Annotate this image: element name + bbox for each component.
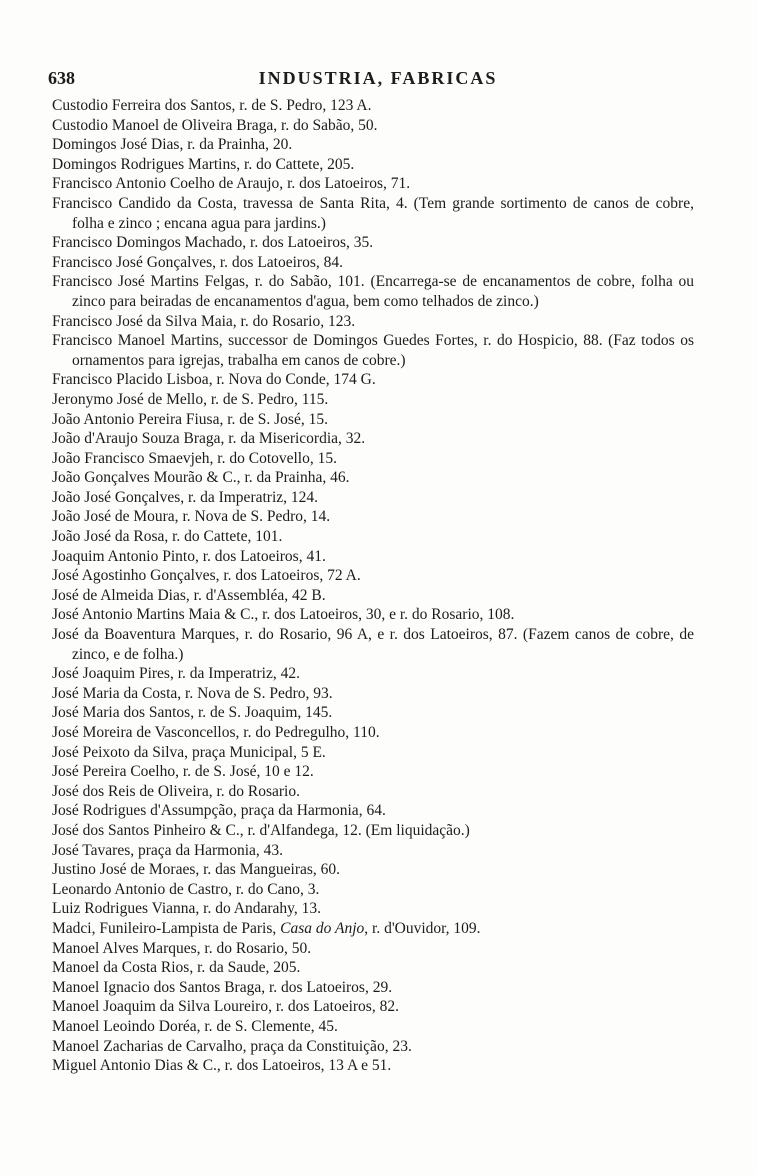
- entry-address: r. do Pedregulho, 110.: [239, 724, 380, 741]
- entry-name: José Pereira Coelho,: [52, 763, 179, 781]
- directory-entry: [52, 801, 694, 821]
- entry-address: r. do Cattete, 101.: [168, 528, 283, 546]
- entry-name: Domingos José Dias,: [52, 136, 184, 154]
- entry-name: João Francisco Smaevjeh,: [52, 449, 214, 467]
- entry-address: r. do Rosario.: [212, 782, 300, 800]
- entry-address: r. dos Latoeiros, 30, e r. do Rosario, 108.: [258, 606, 515, 624]
- entry-name: Manoel Joaquim da Silva Loureiro,: [52, 998, 272, 1016]
- directory-entry: [52, 449, 694, 469]
- entry-address: r. da Misericordia, 32.: [224, 430, 366, 448]
- entry-address: r. das Mangueiras, 60.: [199, 861, 341, 879]
- directory-entry: [52, 390, 694, 410]
- entry-address: , r. d'Ouvidor, 109.: [364, 919, 481, 937]
- directory-entry: [52, 527, 694, 547]
- directory-entry: [52, 997, 694, 1017]
- entry-name: Justino José de Moraes,: [52, 861, 200, 879]
- entry-name: Madci, Funileiro-Lampista de Paris,: [52, 919, 277, 937]
- directory-entry: [52, 625, 694, 664]
- entry-address: r. Nova do Conde, 174 G.: [212, 371, 376, 389]
- directory-entry: [52, 723, 694, 743]
- entry-address: r. de S. José, 10 e 12.: [178, 763, 314, 781]
- directory-entry: [52, 331, 694, 370]
- entry-name: Francisco Placido Lisboa,: [52, 371, 213, 389]
- directory-entry: [52, 410, 694, 430]
- entry-address: r. do Sabão, 50.: [277, 116, 378, 134]
- entry-address: r. de S. Clemente, 45.: [200, 1017, 338, 1035]
- entry-name: José Peixoto da Silva,: [52, 743, 189, 761]
- directory-entry: [52, 978, 694, 998]
- entry-name: José da Boaventura Marques,: [52, 626, 240, 644]
- entry-name: Francisco Manoel Martins, successor de Domingos Guedes Fortes,: [52, 332, 478, 350]
- directory-entry: [52, 96, 694, 116]
- entry-name: Manoel Alves Marques,: [52, 939, 201, 957]
- directory-entry: [52, 312, 694, 332]
- entry-name: Manoel Leoindo Doréa,: [52, 1017, 201, 1035]
- entry-address: r. do Rosario, 123.: [236, 312, 356, 330]
- directory-entry: [52, 370, 694, 390]
- entry-note: (Faz todos os ornamentos para igrejas, trabalha em canos de cobre.): [72, 332, 694, 369]
- running-title: INDUSTRIA, FABRICAS: [258, 68, 498, 88]
- entry-name: Custodio Manoel de Oliveira Braga,: [52, 116, 278, 134]
- entry-name: José Maria da Costa,: [52, 684, 182, 702]
- directory-entry: [52, 782, 694, 802]
- entry-address: r. de S. José, 15.: [223, 410, 328, 428]
- directory-entry: [52, 116, 694, 136]
- entry-name: José dos Santos Pinheiro & C.,: [52, 821, 244, 839]
- directory-entry: [52, 1017, 694, 1037]
- entry-name: Luiz Rodrigues Vianna,: [52, 900, 200, 918]
- entry-address: r. dos Latoeiros, 13 A e 51.: [220, 1057, 392, 1075]
- entry-name: João Gonçalves Mourão & C.,: [52, 469, 241, 487]
- entry-name: João Antonio Pereira Fiusa,: [52, 410, 224, 428]
- entry-address: travessa de Santa Rita, 4.: [236, 194, 408, 212]
- entry-name: José Joaquim Pires,: [52, 665, 174, 683]
- directory-entry: [52, 174, 694, 194]
- entry-address: praça da Constituição, 23.: [246, 1037, 412, 1055]
- entry-note: (Fazem canos de cobre, de zinco, e de folha.): [72, 626, 694, 663]
- entry-name: Manoel Zacharias de Carvalho,: [52, 1037, 247, 1055]
- directory-entry: [52, 939, 694, 959]
- entry-note: (Em liquidação.): [361, 821, 470, 839]
- directory-entry: [52, 899, 694, 919]
- entry-name: Leonardo Antonio de Castro,: [52, 880, 232, 898]
- directory-entry: [52, 1056, 694, 1076]
- directory-entry: [52, 507, 694, 527]
- entry-address: r. do Sabão, 101.: [248, 273, 365, 291]
- entry-address: praça da Harmonia, 64.: [236, 802, 386, 820]
- entry-address: r. da Prainha, 46.: [240, 469, 350, 487]
- directory-entry: [52, 605, 694, 625]
- entry-address: r. de S. Pedro, 115.: [206, 390, 329, 408]
- entry-name: João José da Rosa,: [52, 528, 169, 546]
- entry-name: Francisco José Martins Felgas,: [52, 273, 249, 291]
- entry-name: Manoel Ignacio dos Santos Braga,: [52, 978, 266, 996]
- entry-name: Miguel Antonio Dias & C.,: [52, 1057, 221, 1075]
- entry-address: r. dos Latoeiros, 82.: [271, 998, 399, 1016]
- entry-address: r. d'Assembléa, 42 B.: [189, 586, 326, 604]
- entry-name: José Tavares,: [52, 841, 135, 859]
- entry-address: r. Nova de S. Pedro, 14.: [178, 508, 331, 526]
- directory-entry: [52, 135, 694, 155]
- entry-name: Manoel da Costa Rios,: [52, 959, 194, 977]
- directory-entry: [52, 1037, 694, 1057]
- entry-address: r. de S. Joaquim, 145.: [194, 704, 333, 722]
- directory-entry: [52, 233, 694, 253]
- entry-name: Francisco Candido da Costa,: [52, 194, 237, 212]
- entry-address: r. dos Latoeiros, 72 A.: [219, 567, 361, 585]
- directory-entry: [52, 488, 694, 508]
- entry-address: r. da Prainha, 20.: [183, 136, 293, 154]
- entry-name: Francisco Antonio Coelho de Araujo,: [52, 175, 284, 193]
- directory-entry: [52, 958, 694, 978]
- entry-name: Francisco Domingos Machado,: [52, 234, 247, 252]
- page-number: 638: [48, 68, 75, 88]
- directory-entry: [52, 194, 694, 233]
- directory-entry: [52, 919, 694, 939]
- entry-address: r. do Rosario, 96 A, e r. dos Latoeiros, 87.: [239, 626, 518, 644]
- entry-name: João d'Araujo Souza Braga,: [52, 430, 225, 448]
- entry-address: r. do Andarahy, 13.: [199, 900, 321, 918]
- directory-entry: [52, 880, 694, 900]
- directory-entry: [52, 860, 694, 880]
- page-header: [48, 66, 708, 90]
- entry-address: r. de S. Pedro, 123 A.: [235, 97, 372, 114]
- directory-entry: [52, 429, 694, 449]
- directory-entry: [52, 821, 694, 841]
- entry-address: r. dos Latoeiros, 41.: [198, 547, 326, 565]
- entry-name: João José Gonçalves,: [52, 488, 185, 506]
- entry-name: José Agostinho Gonçalves,: [52, 567, 220, 585]
- entry-name: José Moreira de Vasconcellos,: [52, 724, 240, 741]
- directory-entry: [52, 566, 694, 586]
- directory-list: [52, 96, 694, 1076]
- directory-entry: [52, 253, 694, 273]
- entry-address: r. dos Latoeiros, 35.: [246, 234, 374, 252]
- entry-address: r. dos Latoeiros, 84.: [216, 253, 343, 271]
- entry-name: José de Almeida Dias,: [52, 586, 190, 604]
- entry-name: José Antonio Martins Maia & C.,: [52, 606, 259, 624]
- entry-name: José Maria dos Santos,: [52, 704, 195, 722]
- entry-name: Custodio Ferreira dos Santos,: [52, 97, 236, 114]
- directory-entry: [52, 272, 694, 311]
- entry-address: r. do Hospicio, 88.: [477, 332, 603, 350]
- entry-address: r. do Cattete, 205.: [240, 155, 355, 173]
- entry-address: r. da Imperatriz, 42.: [173, 665, 300, 683]
- directory-entry: [52, 684, 694, 704]
- entry-address: r. dos Latoeiros, 29.: [265, 978, 393, 996]
- directory-entry: [52, 703, 694, 723]
- directory-entry: [52, 762, 694, 782]
- directory-entry: [52, 664, 694, 684]
- directory-entry: [52, 547, 694, 567]
- directory-entry: [52, 841, 694, 861]
- entry-name: José Rodrigues d'Assumpção,: [52, 802, 237, 820]
- entry-name: Jeronymo José de Mello,: [52, 390, 207, 408]
- entry-address: praça Municipal, 5 E.: [188, 743, 326, 761]
- entry-name: José dos Reis de Oliveira,: [52, 782, 213, 800]
- entry-address: r. d'Alfandega, 12.: [243, 821, 362, 839]
- directory-entry: [52, 586, 694, 606]
- entry-address: r. dos Latoeiros, 71.: [283, 175, 411, 193]
- directory-entry: [52, 743, 694, 763]
- entry-address: r. do Cotovello, 15.: [213, 449, 337, 467]
- directory-entry: [52, 155, 694, 175]
- entry-name: Francisco José Gonçalves,: [52, 253, 216, 271]
- entry-name: Domingos Rodrigues Martins,: [52, 155, 241, 173]
- entry-note: (Encarrega-se de encanamentos de cobre, folha ou zinco para beiradas de encanamentos d'agua, bem como telhados de zinco.): [72, 273, 695, 310]
- entry-address: r. do Rosario, 50.: [200, 939, 312, 957]
- entry-address: r. do Cano, 3.: [231, 880, 320, 898]
- entry-address: r. da Saude, 205.: [193, 959, 301, 977]
- entry-address: r. da Imperatriz, 124.: [184, 488, 319, 506]
- directory-entry: [52, 468, 694, 488]
- entry-name: Joaquim Antonio Pinto,: [52, 547, 199, 565]
- entry-name: João José de Moura,: [52, 508, 179, 526]
- entry-shop: Casa do Anjo: [276, 919, 365, 937]
- entry-address: r. Nova de S. Pedro, 93.: [181, 684, 333, 702]
- entry-address: praça da Harmonia, 43.: [134, 841, 284, 859]
- entry-name: Francisco José da Silva Maia,: [52, 312, 237, 330]
- entry-note: (Tem grande sortimento de canos de cobre, folha e zinco ; encana agua para jardins.): [72, 194, 694, 232]
